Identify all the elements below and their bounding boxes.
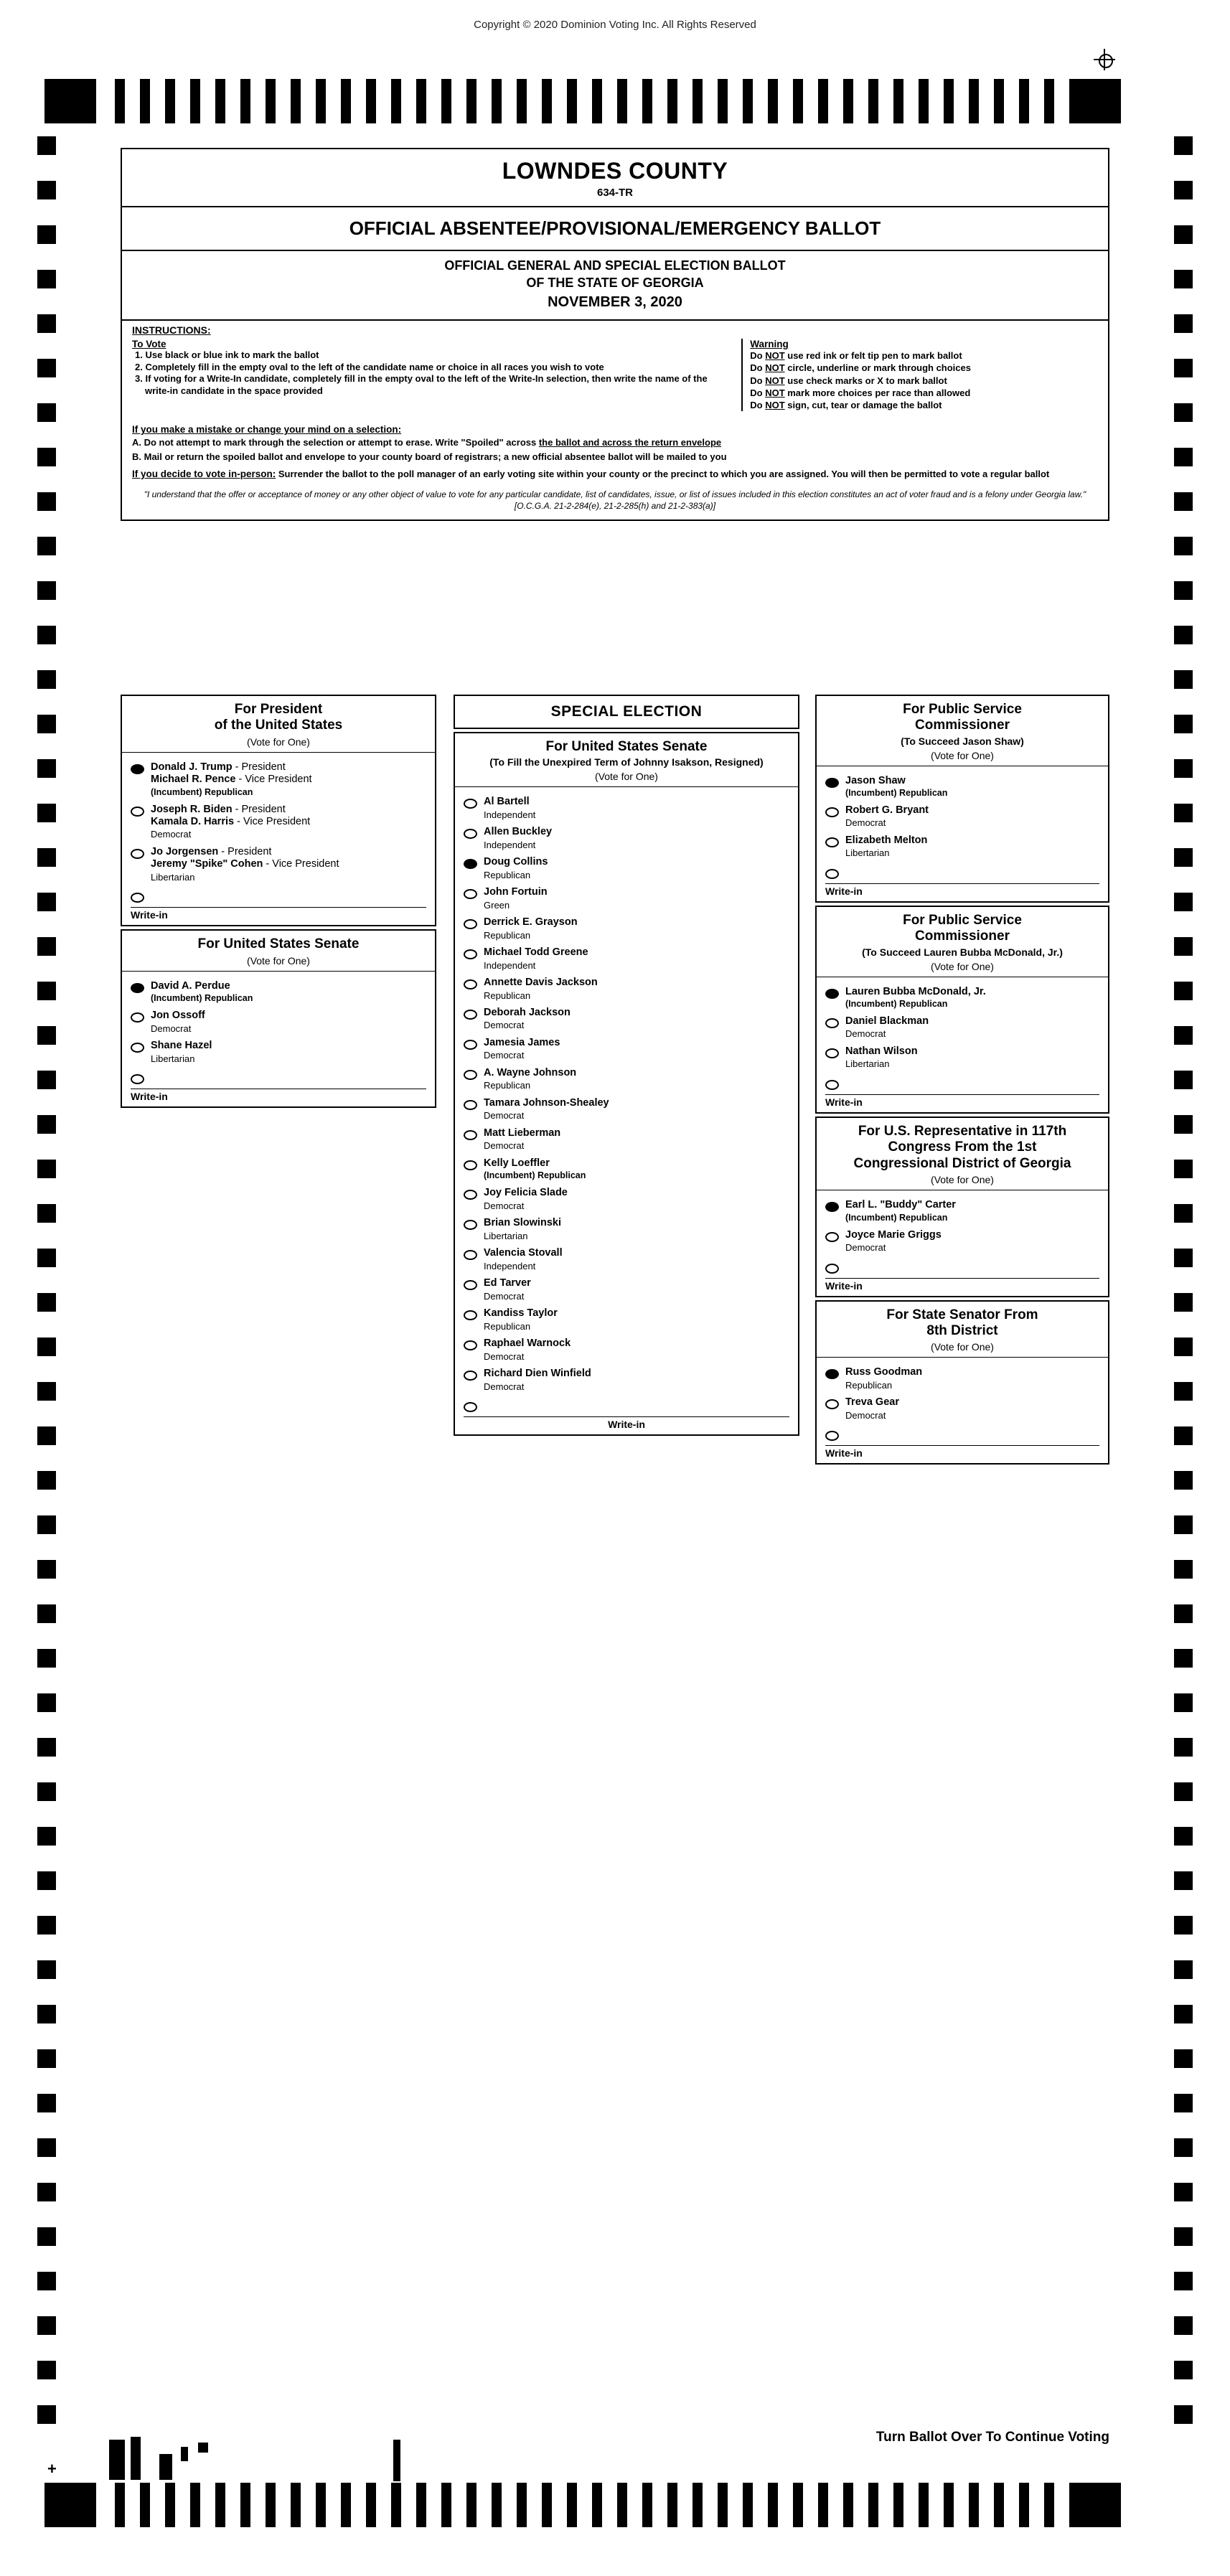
choice-option[interactable] bbox=[122, 1007, 435, 1037]
choice-option[interactable] bbox=[817, 1043, 1108, 1073]
candidate-name: Kelly Loeffler bbox=[484, 1157, 550, 1170]
choice-option[interactable] bbox=[817, 772, 1108, 802]
side-timing-marks-left bbox=[37, 136, 56, 2450]
running-mate-name: Jeremy "Spike" Cohen bbox=[151, 858, 263, 870]
contest-header bbox=[817, 907, 1108, 977]
choice-option[interactable] bbox=[455, 913, 798, 944]
scan-mark bbox=[131, 2437, 141, 2480]
timing-marks-bottom bbox=[44, 2483, 1186, 2527]
vote-oval-filled[interactable] bbox=[131, 764, 144, 774]
vote-oval[interactable] bbox=[464, 1100, 477, 1110]
contest-title-line: Congress From the 1st bbox=[888, 1139, 1037, 1155]
choice-option[interactable] bbox=[817, 983, 1108, 1012]
in-person-section bbox=[122, 465, 1108, 485]
turn-ballot-over-notice: Turn Ballot Over To Continue Voting bbox=[875, 2430, 1109, 2445]
candidate-name: Allen Buckley bbox=[484, 826, 553, 838]
scan-mark bbox=[109, 2440, 125, 2480]
candidate-party: Independent bbox=[484, 839, 536, 850]
special-election-title: SPECIAL ELECTION bbox=[550, 703, 703, 720]
candidate-party: Democrat bbox=[484, 1200, 525, 1211]
candidate-party: Republican bbox=[484, 869, 531, 880]
candidate-party: Republican bbox=[484, 929, 531, 941]
choice-list bbox=[817, 1190, 1108, 1277]
scan-mark bbox=[393, 2440, 400, 2481]
contest-us-representative bbox=[815, 1117, 1109, 1297]
choice-option[interactable] bbox=[455, 1094, 798, 1124]
candidate-party: Independent bbox=[484, 809, 536, 820]
ballot-type-title: OFFICIAL ABSENTEE/PROVISIONAL/EMERGENCY BALLOT bbox=[349, 217, 881, 239]
candidate-party: Libertarian bbox=[484, 1230, 528, 1241]
contest-title-line: Commissioner bbox=[915, 718, 1010, 733]
candidate-party: Republican bbox=[484, 1320, 531, 1332]
write-in-row[interactable] bbox=[817, 1073, 1108, 1091]
candidate-name: Derrick E. Grayson bbox=[484, 916, 578, 929]
contest-column-right bbox=[815, 695, 1109, 1467]
contest-title-line: 8th District bbox=[926, 1322, 998, 1338]
candidate-name: Joyce Marie Griggs bbox=[845, 1228, 942, 1241]
candidate-party: (Incumbent) Republican bbox=[845, 788, 948, 798]
candidate-name: Joseph R. Biden bbox=[151, 803, 233, 815]
contest-vote-for: (Vote for One) bbox=[931, 1341, 994, 1353]
candidate-party: Democrat bbox=[151, 829, 192, 840]
vote-oval[interactable] bbox=[825, 1232, 839, 1242]
write-in-row[interactable] bbox=[122, 1067, 435, 1086]
contest-us-senate bbox=[121, 929, 436, 1108]
vote-oval[interactable] bbox=[131, 1012, 144, 1023]
candidate-role: - President bbox=[218, 845, 272, 857]
candidate-name: Shane Hazel bbox=[151, 1040, 212, 1052]
running-mate-role: - Vice President bbox=[235, 774, 312, 786]
choice-option[interactable] bbox=[455, 793, 798, 823]
vote-oval[interactable] bbox=[464, 1220, 477, 1230]
mistake-option-b: B. Mail or return the spoiled ballot and envelope to your county board of registrars; a new official absentee ballot will be mailed to you bbox=[132, 451, 727, 463]
vote-oval[interactable] bbox=[464, 1371, 477, 1381]
candidate-party: Democrat bbox=[845, 1409, 886, 1421]
vote-oval[interactable] bbox=[464, 829, 477, 839]
copyright-notice: Copyright © 2020 Dominion Voting Inc. All Rights Reserved bbox=[474, 19, 756, 31]
contest-vote-for: (Vote for One) bbox=[247, 735, 310, 748]
candidate-party: Democrat bbox=[484, 1050, 525, 1061]
contest-header bbox=[817, 1118, 1108, 1190]
candidate-name: A. Wayne Johnson bbox=[484, 1067, 577, 1079]
write-in-label: Write-in bbox=[825, 1445, 1099, 1459]
vote-oval[interactable] bbox=[825, 1399, 839, 1409]
choice-option[interactable] bbox=[455, 1335, 798, 1365]
write-in-label: Write-in bbox=[825, 883, 1099, 897]
warning-item: Do NOT circle, underline or mark through choices bbox=[750, 362, 971, 374]
write-in-label: Write-in bbox=[825, 1094, 1099, 1108]
candidate-party: (Incumbent) Republican bbox=[484, 1170, 586, 1181]
running-mate-name: Kamala D. Harris bbox=[151, 815, 235, 827]
scan-mark bbox=[181, 2447, 188, 2461]
vote-oval[interactable] bbox=[464, 1010, 477, 1020]
choice-option[interactable] bbox=[817, 1363, 1108, 1393]
candidate-name: Nathan Wilson bbox=[845, 1045, 918, 1057]
write-in-label: Write-in bbox=[131, 1089, 426, 1102]
write-in-label: Write-in bbox=[464, 1416, 789, 1430]
candidate-name: Jamesia James bbox=[484, 1037, 560, 1049]
write-in-row[interactable] bbox=[817, 1256, 1108, 1275]
contest-column-left bbox=[121, 695, 436, 1111]
candidate-party: Democrat bbox=[484, 1350, 525, 1362]
choice-list bbox=[817, 1358, 1108, 1445]
choice-option[interactable] bbox=[455, 944, 798, 974]
candidate-party: Democrat bbox=[845, 1028, 886, 1040]
choice-option[interactable] bbox=[122, 801, 435, 843]
candidate-party: Democrat bbox=[484, 1290, 525, 1302]
candidate-name: Matt Lieberman bbox=[484, 1127, 561, 1139]
to-vote-label: To Vote bbox=[132, 339, 166, 349]
candidate-name: Lauren Bubba McDonald, Jr. bbox=[845, 985, 986, 997]
warning-item: Do NOT sign, cut, tear or damage the ballot bbox=[750, 400, 942, 411]
warning-item: Do NOT use check marks or X to mark ballot bbox=[750, 375, 947, 386]
warning-item: Do NOT mark more choices per race than allowed bbox=[750, 387, 971, 398]
candidate-name: Al Bartell bbox=[484, 796, 530, 808]
scan-mark bbox=[159, 2454, 172, 2480]
contest-header bbox=[817, 1302, 1108, 1358]
candidate-role: - President bbox=[232, 761, 286, 773]
election-date: NOVEMBER 3, 2020 bbox=[548, 294, 682, 310]
candidate-name: Daniel Blackman bbox=[845, 1015, 929, 1027]
candidate-name: Russ Goodman bbox=[845, 1366, 923, 1378]
choice-option[interactable] bbox=[455, 1004, 798, 1034]
running-mate-role: - Vice President bbox=[263, 858, 339, 870]
choice-option[interactable] bbox=[455, 1155, 798, 1184]
vote-oval-filled[interactable] bbox=[464, 859, 477, 869]
candidate-party: Green bbox=[484, 899, 510, 911]
to-vote-block bbox=[132, 339, 741, 411]
vote-oval-filled[interactable] bbox=[825, 1202, 839, 1212]
vote-oval-write-in[interactable] bbox=[825, 869, 839, 879]
candidate-party: (Incumbent) Republican bbox=[845, 998, 948, 1009]
candidate-name: Brian Slowinski bbox=[484, 1217, 561, 1229]
candidate-name: Joy Felicia Slade bbox=[484, 1187, 568, 1199]
candidate-name: Valencia Stovall bbox=[484, 1247, 563, 1259]
to-vote-step-1: 1. Use black or blue ink to mark the ballot bbox=[135, 349, 319, 360]
candidate-name: Treva Gear bbox=[845, 1396, 899, 1409]
ballot-subtitle-1: OFFICIAL GENERAL AND SPECIAL ELECTION BALLOT bbox=[444, 258, 786, 273]
choice-option[interactable] bbox=[817, 1226, 1108, 1256]
contest-subtitle: (To Succeed Lauren Bubba McDonald, Jr.) bbox=[862, 946, 1063, 958]
vote-oval[interactable] bbox=[464, 1070, 477, 1080]
vote-oval[interactable] bbox=[464, 979, 477, 989]
vote-oval[interactable] bbox=[464, 1130, 477, 1140]
contest-title-line: For Public Service bbox=[903, 702, 1022, 717]
contest-title-line: For U.S. Representative in 117th bbox=[858, 1123, 1067, 1139]
running-mate-role: - Vice President bbox=[234, 815, 311, 827]
instructions-heading: INSTRUCTIONS: bbox=[132, 324, 211, 336]
choice-option[interactable] bbox=[122, 1037, 435, 1067]
vote-oval[interactable] bbox=[464, 1310, 477, 1320]
vote-oval[interactable] bbox=[131, 807, 144, 817]
contest-title-line: For State Senator From bbox=[886, 1307, 1038, 1322]
contest-header bbox=[455, 733, 798, 787]
precinct-code: 634-TR bbox=[596, 187, 634, 199]
candidate-party: Democrat bbox=[484, 1020, 525, 1031]
county-name: LOWNDES COUNTY bbox=[502, 158, 728, 184]
contest-title-line: Commissioner bbox=[915, 929, 1010, 944]
candidate-name: Jon Ossoff bbox=[151, 1010, 205, 1022]
choice-option[interactable] bbox=[455, 1274, 798, 1305]
to-vote-step-2: 2. Completely fill in the empty oval to the left of the candidate name or choice in all races you wish to vote bbox=[135, 361, 604, 372]
choice-option[interactable] bbox=[455, 883, 798, 913]
choice-list bbox=[122, 972, 435, 1089]
vote-oval[interactable] bbox=[464, 799, 477, 809]
contest-title-line: For President bbox=[234, 702, 323, 717]
vote-oval[interactable] bbox=[825, 807, 839, 817]
contest-header bbox=[817, 696, 1108, 766]
write-in-row[interactable] bbox=[455, 1395, 798, 1414]
candidate-party: Democrat bbox=[845, 1241, 886, 1253]
choice-option[interactable] bbox=[122, 758, 435, 801]
choice-option[interactable] bbox=[122, 843, 435, 885]
contest-title-line: For United States Senate bbox=[545, 739, 708, 754]
running-mate-name: Michael R. Pence bbox=[151, 774, 236, 786]
write-in-row[interactable] bbox=[817, 1424, 1108, 1442]
choice-option[interactable] bbox=[817, 1012, 1108, 1043]
voter-fraud-affirmation: "I understand that the offer or acceptance of money or any other object of value to vote for any particular candidate, list of candidates, issue, or list of issues included in this election constitutes an act of voter fraud and is a felony under Georgia law." [O.C.G.A. 21-2-284(e), 21-2-285(h) and 21-2-383(a)] bbox=[144, 489, 1086, 511]
contest-psc-mcdonald bbox=[815, 906, 1109, 1114]
contest-psc-shaw bbox=[815, 695, 1109, 903]
choice-option[interactable] bbox=[455, 1184, 798, 1214]
vote-oval[interactable] bbox=[464, 1190, 477, 1200]
vote-oval[interactable] bbox=[464, 889, 477, 899]
contest-state-senator bbox=[815, 1300, 1109, 1465]
side-timing-marks-right bbox=[1174, 136, 1193, 2450]
candidate-name: Richard Dien Winfield bbox=[484, 1368, 591, 1380]
candidate-name: Elizabeth Melton bbox=[845, 834, 928, 846]
in-person-label: If you decide to vote in-person: bbox=[132, 469, 276, 480]
choice-option[interactable] bbox=[817, 802, 1108, 832]
vote-oval-write-in[interactable] bbox=[131, 893, 144, 903]
vote-oval[interactable] bbox=[464, 1040, 477, 1050]
choice-list bbox=[455, 787, 798, 1416]
candidate-name: Ed Tarver bbox=[484, 1277, 531, 1289]
contest-header bbox=[122, 931, 435, 971]
candidate-name: Raphael Warnock bbox=[484, 1338, 571, 1350]
choice-option[interactable] bbox=[455, 823, 798, 853]
choice-option[interactable] bbox=[455, 1214, 798, 1244]
contest-title-line: For United States Senate bbox=[197, 936, 360, 952]
vote-oval[interactable] bbox=[464, 1250, 477, 1260]
candidate-party: Republican bbox=[845, 1379, 893, 1391]
candidate-name: John Fortuin bbox=[484, 886, 548, 898]
choice-option[interactable] bbox=[455, 1064, 798, 1094]
vote-oval-filled[interactable] bbox=[825, 989, 839, 999]
contest-subtitle: (To Fill the Unexpired Term of Johnny Isakson, Resigned) bbox=[489, 756, 764, 768]
contest-title-line: Congressional District of Georgia bbox=[853, 1155, 1071, 1171]
candidate-name: Jason Shaw bbox=[845, 774, 906, 786]
vote-oval[interactable] bbox=[464, 1160, 477, 1170]
instructions-section bbox=[122, 319, 1108, 418]
choice-option[interactable] bbox=[455, 1365, 798, 1395]
candidate-name: Earl L. "Buddy" Carter bbox=[845, 1199, 956, 1211]
choice-option[interactable] bbox=[455, 1034, 798, 1064]
in-person-text: Surrender the ballot to the poll manager of an early voting site within your county or the precinct to which you are assigned. You will then be permitted to vote a regular ballot bbox=[278, 469, 1050, 480]
choice-option[interactable] bbox=[817, 1196, 1108, 1226]
mistake-section bbox=[122, 418, 1108, 465]
vote-oval-filled[interactable] bbox=[131, 983, 144, 993]
vote-oval[interactable] bbox=[825, 1048, 839, 1058]
vote-oval[interactable] bbox=[825, 837, 839, 847]
candidate-party: Democrat bbox=[151, 1023, 192, 1034]
candidate-party: (Incumbent) Republican bbox=[845, 1212, 948, 1223]
candidate-party: Libertarian bbox=[151, 1053, 195, 1064]
candidate-party: Republican bbox=[484, 989, 531, 1001]
candidate-party: Independent bbox=[484, 1260, 536, 1271]
candidate-role: - President bbox=[232, 803, 286, 815]
choice-option[interactable] bbox=[817, 832, 1108, 862]
contest-column-middle bbox=[454, 695, 799, 1439]
candidate-party: Republican bbox=[484, 1080, 531, 1091]
write-in-label: Write-in bbox=[131, 907, 426, 921]
vote-oval-filled[interactable] bbox=[825, 778, 839, 788]
choice-list bbox=[817, 766, 1108, 883]
candidate-name: Jo Jorgensen bbox=[151, 845, 219, 857]
vote-oval-write-in[interactable] bbox=[825, 1264, 839, 1274]
alignment-plus-icon: + bbox=[47, 2460, 57, 2478]
choice-option[interactable] bbox=[455, 1124, 798, 1155]
warning-label: Warning bbox=[750, 339, 789, 349]
candidate-name: Deborah Jackson bbox=[484, 1007, 571, 1019]
mistake-option-a: A. Do not attempt to mark through the selection or attempt to erase. Write "Spoiled" across the ballot and across the return envelope bbox=[132, 437, 722, 448]
special-election-banner bbox=[454, 695, 799, 729]
ballot-header bbox=[121, 148, 1109, 521]
candidate-party: (Incumbent) Republican bbox=[151, 993, 253, 1004]
contest-vote-for: (Vote for One) bbox=[931, 960, 994, 972]
candidate-name: Annette Davis Jackson bbox=[484, 977, 598, 989]
choice-option[interactable] bbox=[817, 1393, 1108, 1424]
choice-option[interactable] bbox=[455, 1244, 798, 1274]
contest-vote-for: (Vote for One) bbox=[931, 749, 994, 761]
contest-us-senate-special bbox=[454, 732, 799, 1436]
to-vote-step-3: 3. If voting for a Write-In candidate, completely fill in the empty oval to the left of the Write-In selection, then write the name of the write-in candidate in the space provided bbox=[135, 373, 708, 396]
choice-option[interactable] bbox=[455, 974, 798, 1004]
candidate-party: Democrat bbox=[484, 1110, 525, 1122]
mistake-heading: If you make a mistake or change your mind on a selection: bbox=[132, 424, 402, 436]
candidate-name: Michael Todd Greene bbox=[484, 946, 588, 959]
choice-option[interactable] bbox=[455, 853, 798, 883]
choice-list bbox=[817, 977, 1108, 1094]
warning-block bbox=[741, 339, 1099, 411]
candidate-party: Libertarian bbox=[845, 1058, 890, 1070]
contest-subtitle: (To Succeed Jason Shaw) bbox=[901, 735, 1024, 747]
contest-title-line: For Public Service bbox=[903, 912, 1022, 928]
candidate-name: Robert G. Bryant bbox=[845, 804, 929, 816]
write-in-label: Write-in bbox=[825, 1278, 1099, 1292]
vote-oval[interactable] bbox=[464, 1280, 477, 1290]
vote-oval[interactable] bbox=[131, 1043, 144, 1053]
contest-president bbox=[121, 695, 436, 926]
candidate-party: Democrat bbox=[484, 1381, 525, 1392]
vote-oval[interactable] bbox=[131, 849, 144, 859]
candidate-party: Democrat bbox=[484, 1140, 525, 1152]
candidate-party: Libertarian bbox=[151, 871, 195, 883]
candidate-party: Independent bbox=[484, 959, 536, 971]
choice-option[interactable] bbox=[455, 1305, 798, 1335]
vote-oval[interactable] bbox=[464, 949, 477, 959]
candidate-name: David A. Perdue bbox=[151, 979, 230, 992]
contest-header bbox=[122, 696, 435, 753]
contest-vote-for: (Vote for One) bbox=[595, 771, 658, 783]
contest-vote-for: (Vote for One) bbox=[247, 954, 310, 967]
scan-mark bbox=[198, 2443, 208, 2453]
vote-oval-write-in[interactable] bbox=[464, 1402, 477, 1412]
vote-oval-write-in[interactable] bbox=[825, 1080, 839, 1090]
write-in-row[interactable] bbox=[817, 862, 1108, 880]
choice-list bbox=[122, 753, 435, 908]
vote-oval[interactable] bbox=[464, 1340, 477, 1350]
vote-oval[interactable] bbox=[464, 919, 477, 929]
choice-option[interactable] bbox=[122, 977, 435, 1007]
candidate-name: Doug Collins bbox=[484, 856, 548, 868]
contest-title-line: of the United States bbox=[214, 718, 343, 733]
vote-oval-filled[interactable] bbox=[825, 1369, 839, 1379]
vote-oval-write-in[interactable] bbox=[131, 1074, 144, 1084]
timing-marks-top bbox=[44, 79, 1186, 123]
candidate-party: Libertarian bbox=[845, 847, 890, 859]
candidate-name: Kandiss Taylor bbox=[484, 1307, 558, 1320]
candidate-name: Donald J. Trump bbox=[151, 761, 233, 773]
ballot-subtitle-2: OF THE STATE OF GEORGIA bbox=[526, 276, 704, 290]
vote-oval-write-in[interactable] bbox=[825, 1431, 839, 1441]
candidate-party: Democrat bbox=[845, 817, 886, 829]
registration-target-icon bbox=[1094, 49, 1115, 70]
write-in-row[interactable] bbox=[122, 885, 435, 904]
candidate-name: Tamara Johnson-Shealey bbox=[484, 1097, 609, 1109]
contest-vote-for: (Vote for One) bbox=[931, 1174, 994, 1186]
vote-oval[interactable] bbox=[825, 1018, 839, 1028]
candidate-party: (Incumbent) Republican bbox=[151, 786, 253, 797]
warning-item: Do NOT use red ink or felt tip pen to mark ballot bbox=[750, 350, 962, 361]
